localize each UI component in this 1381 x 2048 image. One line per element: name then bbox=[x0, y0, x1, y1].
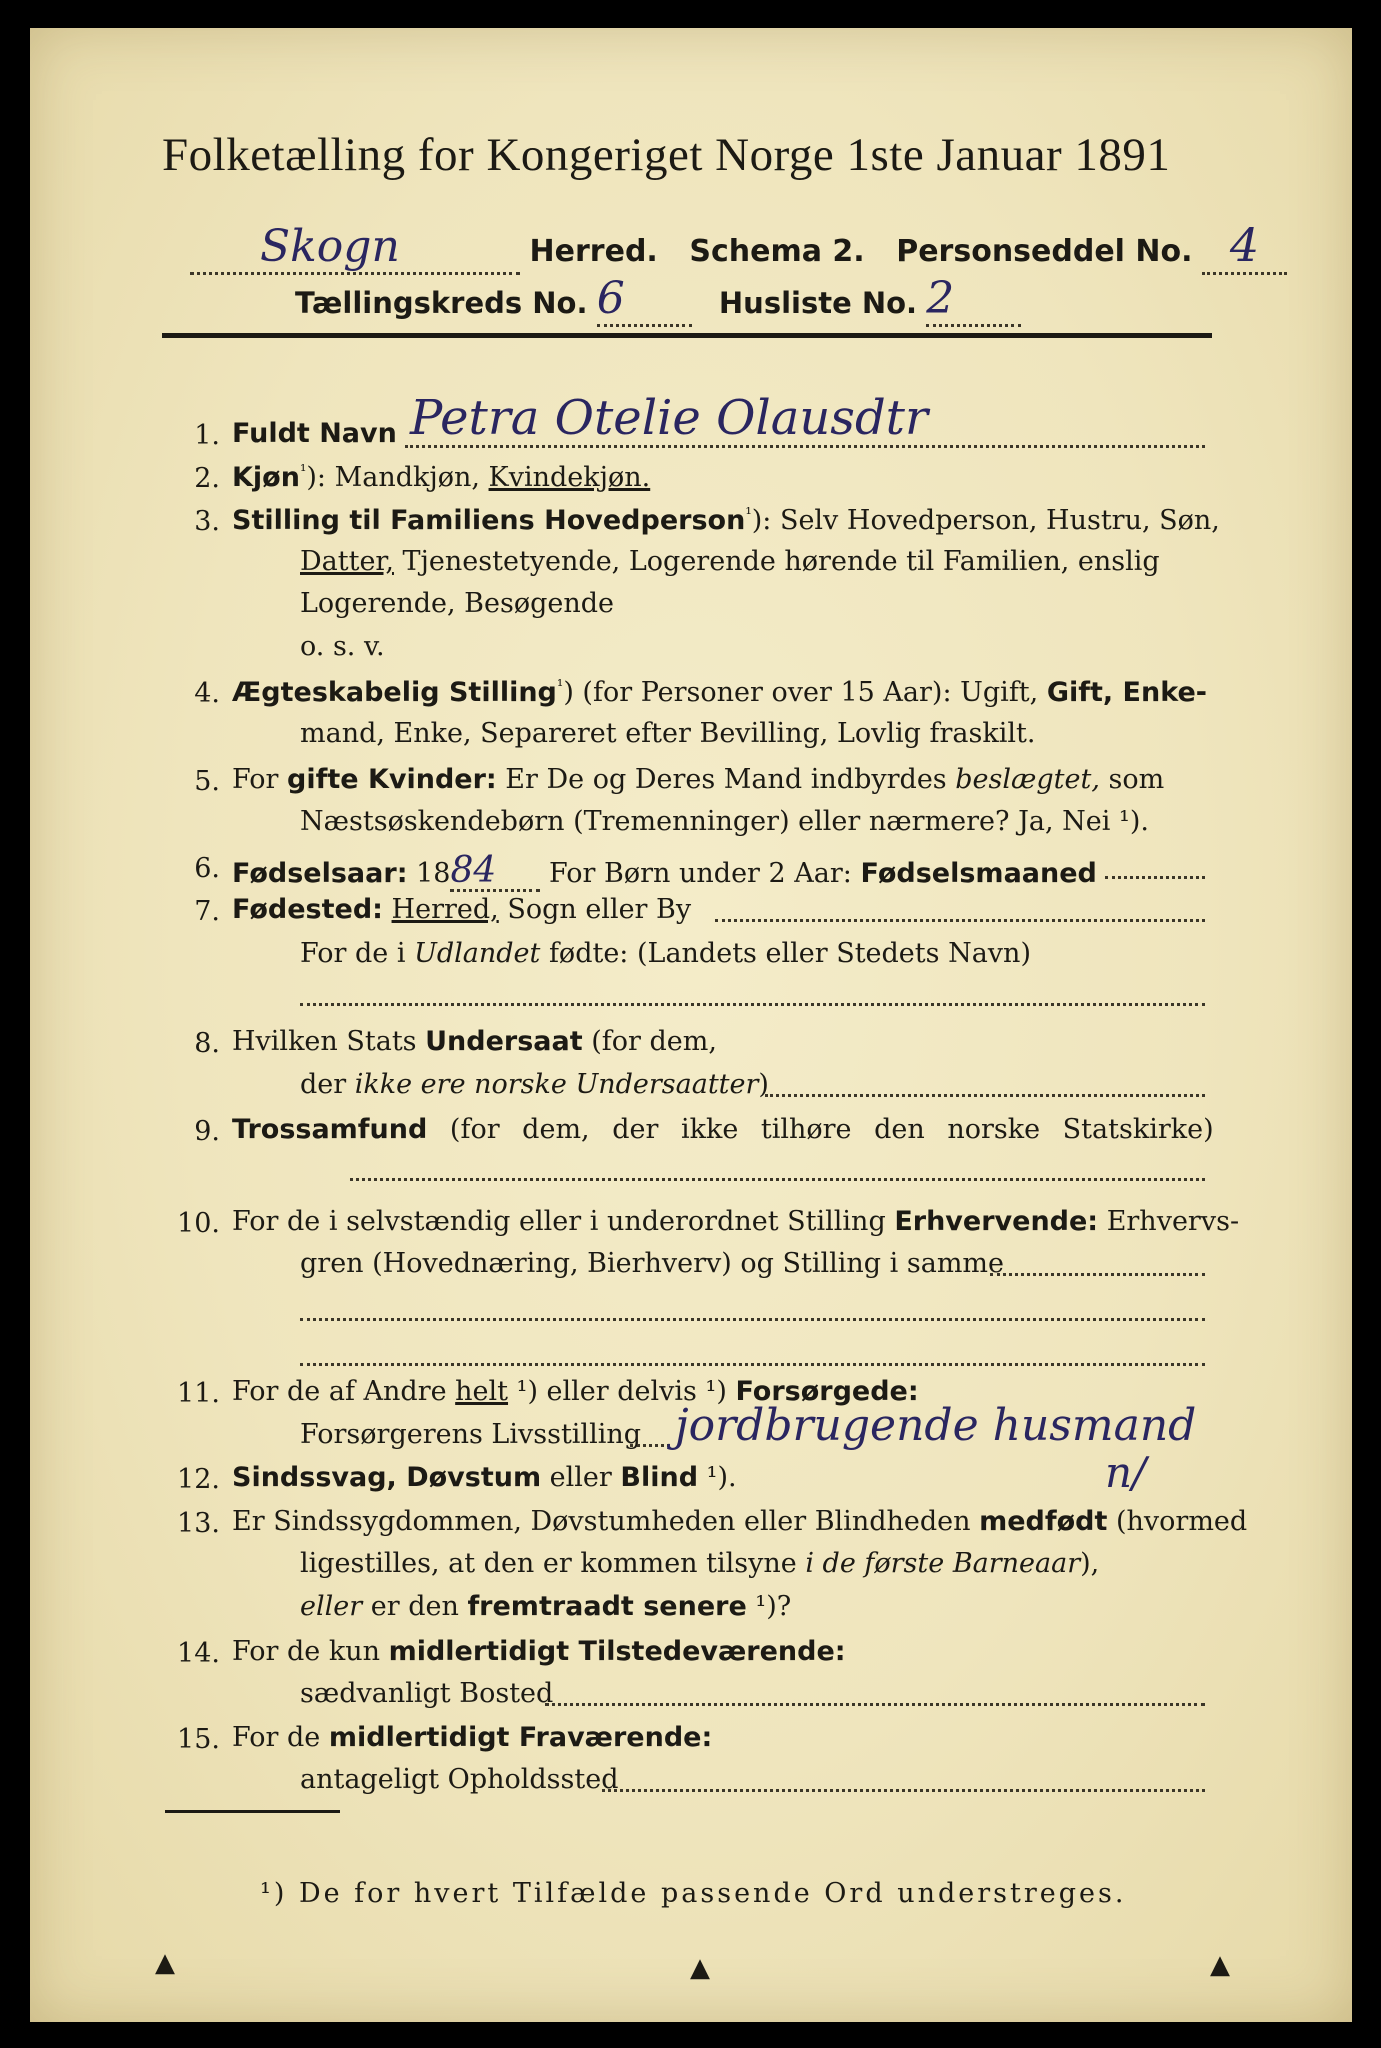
item-12-end: ¹). bbox=[698, 1462, 737, 1493]
item-11-dotted-line bbox=[630, 1444, 670, 1447]
item-13-text-3a: er den bbox=[362, 1591, 468, 1622]
item-13-text-3c: ¹)? bbox=[746, 1591, 792, 1622]
item-7-text-2a: For de i bbox=[300, 938, 415, 969]
item-13-italic: i de første Barneaar bbox=[805, 1548, 1081, 1579]
item-1-label: Fuldt Navn bbox=[232, 418, 397, 449]
item-13-text-2a: ligestilles, at den er kommen tilsyne bbox=[300, 1548, 806, 1579]
item-6-label: Fødselsaar: bbox=[232, 858, 408, 889]
item-9 bbox=[232, 1116, 1214, 1143]
item-15-pre: For de bbox=[232, 1722, 329, 1753]
item-2-number: 2. bbox=[194, 463, 220, 494]
item-8-dotted-line bbox=[765, 1094, 1205, 1097]
taellingskreds-label: Tællingskreds No. bbox=[295, 286, 588, 320]
item-13-eller: eller bbox=[300, 1591, 363, 1622]
herred-label: Herred. bbox=[529, 234, 658, 269]
item-3-number: 3. bbox=[194, 506, 220, 537]
item-4-label: Ægteskabelig Stilling bbox=[232, 677, 557, 708]
item-13-text-1: Er Sindssygdommen, Døvstumheden eller Blindheden bbox=[232, 1506, 980, 1537]
item-6-year-prefix: 18 bbox=[407, 858, 451, 889]
item-4-gift: Gift, bbox=[1046, 677, 1114, 708]
item-7-dotted-line-1 bbox=[715, 919, 1205, 922]
item-12-label: Sindssvag, Døvstum bbox=[232, 1462, 542, 1493]
item-13-label-2: fremtraadt senere bbox=[467, 1591, 747, 1622]
item-4-number: 4. bbox=[194, 678, 220, 709]
item-13-text-2b: ), bbox=[1080, 1548, 1100, 1579]
item-10-dotted-line-1 bbox=[990, 1273, 1205, 1276]
item-7-underlined: Herred, bbox=[391, 894, 499, 925]
item-8-line-1 bbox=[232, 1028, 717, 1055]
item-7-line-1 bbox=[232, 896, 691, 923]
item-9-text: (for dem, der ikke tilhøre den norske Statskirke) bbox=[427, 1114, 1214, 1145]
item-9-dotted-line bbox=[350, 1178, 1205, 1181]
item-15-label: midlertidigt Fraværende: bbox=[328, 1722, 713, 1753]
corner-mark-center: ▲ bbox=[690, 1953, 710, 1983]
item-3-line-3: Logerende, Besøgende bbox=[300, 588, 614, 619]
item-3-line-4: o. s. v. bbox=[300, 631, 385, 662]
taellingskreds-line bbox=[295, 273, 1021, 327]
item-5-text-1: Er De og Deres Mand indbyrdes bbox=[496, 764, 956, 795]
corner-mark-left: ▲ bbox=[155, 1948, 175, 1978]
item-5-line-1 bbox=[232, 766, 1164, 793]
item-8-text-2b: ) bbox=[758, 1069, 769, 1100]
item-8-line-2 bbox=[300, 1071, 769, 1098]
item-5-line-2: Næstsøskendebørn (Tremenninger) eller nærmere? Ja, Nei ¹). bbox=[300, 806, 1149, 837]
herred-line bbox=[190, 218, 1287, 275]
item-13-number: 13. bbox=[177, 1508, 220, 1539]
item-8-text: (for dem, bbox=[582, 1026, 717, 1057]
item-4-enke: Enke- bbox=[1113, 677, 1207, 708]
item-3-line-1: Stilling til Familiens Hovedperson$^{^1}$): Selv Hovedperson, Hustru, Søn, bbox=[232, 504, 1220, 536]
husliste-value: 2 bbox=[926, 273, 1021, 327]
item-12-label-2: Blind bbox=[620, 1462, 699, 1493]
item-5-italic: beslægtet, bbox=[955, 764, 1100, 795]
item-13-line-3 bbox=[300, 1593, 791, 1620]
item-4-line-2: mand, Enke, Separeret efter Bevilling, Lovlig fraskilt. bbox=[300, 718, 1036, 749]
item-3-text-2: Tjenestetyende, Logerende hørende til Familien, enslig bbox=[393, 546, 1160, 577]
item-5-number: 5. bbox=[194, 766, 220, 797]
item-10-pre: For de i selvstændig eller i underordnet Stilling bbox=[232, 1206, 895, 1237]
item-5-label: gifte Kvinder: bbox=[287, 764, 497, 795]
item-3-text-1: ): Selv Hovedperson, Hustru, Søn, bbox=[751, 505, 1220, 536]
item-15-line-1 bbox=[232, 1724, 712, 1751]
item-7-text: Sogn eller By bbox=[498, 894, 692, 925]
item-8-text-2a: der bbox=[300, 1069, 355, 1100]
item-6-dotted-line bbox=[1105, 876, 1205, 879]
item-1-number: 1. bbox=[194, 420, 220, 451]
item-13-end: (hvormed bbox=[1107, 1506, 1248, 1537]
item-12-text: eller bbox=[541, 1462, 621, 1493]
item-5-pre: For bbox=[232, 764, 288, 795]
item-11-label: Forsørgede: bbox=[735, 1376, 919, 1407]
schema-label: Schema 2. bbox=[689, 234, 865, 269]
item-13-line-1 bbox=[232, 1508, 1247, 1535]
item-3-label: Stilling til Familiens Hovedperson bbox=[232, 505, 746, 536]
item-15-dotted-line bbox=[602, 1789, 1205, 1792]
item-10-dotted-line-2 bbox=[300, 1318, 1205, 1321]
item-2 bbox=[232, 463, 650, 491]
item-6 bbox=[232, 850, 1097, 892]
item-8-italic: ikke ere norske Undersaatter bbox=[354, 1069, 759, 1100]
item-11-value: jordbrugende husmand bbox=[675, 1400, 1197, 1451]
item-15-number: 15. bbox=[177, 1724, 220, 1755]
item-14-number: 14. bbox=[177, 1638, 220, 1669]
item-5-end: som bbox=[1099, 764, 1165, 795]
item-10-line-1 bbox=[232, 1208, 1239, 1235]
item-10-line-2: gren (Hovednæring, Bierhverv) og Stilling i samme bbox=[300, 1248, 1005, 1279]
item-3-underlined: Datter, bbox=[300, 546, 394, 577]
personseddel-label: Personseddel No. bbox=[896, 234, 1193, 269]
item-1-value: Petra Otelie Olausdtr bbox=[410, 390, 928, 446]
item-6-year-value: 84 bbox=[450, 853, 540, 892]
item-10-label: Erhvervende: bbox=[894, 1206, 1099, 1237]
item-6-label-2: Fødselsmaaned bbox=[860, 858, 1097, 889]
item-7-text-2b: fødte: (Landets eller Stedets Navn) bbox=[540, 938, 1031, 969]
taellingskreds-value: 6 bbox=[597, 273, 692, 327]
item-8-number: 8. bbox=[194, 1028, 220, 1059]
item-13-label: medfødt bbox=[979, 1506, 1108, 1537]
herred-value: Skogn bbox=[190, 221, 520, 275]
husliste-label: Husliste No. bbox=[718, 286, 918, 320]
item-14-line-2: sædvanligt Bosted bbox=[300, 1678, 554, 1709]
item-9-number: 9. bbox=[194, 1116, 220, 1147]
footnote: ¹) De for hvert Tilfælde passende Ord understreges. bbox=[260, 1878, 1127, 1909]
item-9-label: Trossamfund bbox=[232, 1114, 428, 1145]
item-10-number: 10. bbox=[177, 1208, 220, 1239]
item-15-line-2: antageligt Opholdssted bbox=[300, 1764, 619, 1795]
form-title: Folketælling for Kongeriget Norge 1ste Januar 1891 bbox=[162, 129, 1171, 181]
item-10-dotted-line-3 bbox=[300, 1363, 1205, 1366]
item-14-line-1 bbox=[232, 1638, 846, 1665]
item-11-number: 11. bbox=[177, 1378, 220, 1409]
item-14-pre: For de kun bbox=[232, 1636, 389, 1667]
item-2-footnote-mark: ¹ bbox=[299, 461, 307, 480]
item-2-text: ): Mandkjøn, bbox=[306, 462, 489, 493]
item-7-line-2 bbox=[300, 940, 1031, 967]
item-1 bbox=[232, 420, 397, 447]
item-4-text-1: ) (for Personer over 15 Aar): Ugift, bbox=[563, 677, 1047, 708]
personseddel-value: 4 bbox=[1202, 218, 1287, 275]
item-6-number: 6. bbox=[194, 853, 220, 884]
corner-mark-right: ▲ bbox=[1210, 1950, 1230, 1980]
item-2-label: Kjøn bbox=[232, 462, 300, 493]
item-6-text: For Børn under 2 Aar: bbox=[540, 858, 861, 889]
item-12-handwritten-mark: n/ bbox=[1105, 1448, 1147, 1497]
item-8-pre: Hvilken Stats bbox=[232, 1026, 426, 1057]
item-12 bbox=[232, 1464, 737, 1491]
item-14-dotted-line bbox=[545, 1703, 1205, 1706]
item-1-dotted-line bbox=[405, 445, 1205, 448]
item-7-label: Fødested: bbox=[232, 894, 383, 925]
item-7-italic: Udlandet bbox=[414, 938, 541, 969]
footnote-rule bbox=[165, 1810, 340, 1813]
item-11-pre: For de af Andre bbox=[232, 1376, 456, 1407]
item-13-line-2 bbox=[300, 1550, 1099, 1577]
item-11-line-2: Forsørgerens Livsstilling bbox=[300, 1419, 642, 1450]
item-4-line-1: Ægteskabelig Stilling$^{^1}$) (for Personer over 15 Aar): Ugift, Gift, Enke- bbox=[232, 676, 1207, 708]
item-10-end: Erhvervs- bbox=[1098, 1206, 1240, 1237]
item-8-label: Undersaat bbox=[425, 1026, 583, 1057]
item-7-dotted-line-2 bbox=[300, 1003, 1205, 1006]
item-12-number: 12. bbox=[177, 1464, 220, 1495]
item-7-number: 7. bbox=[194, 896, 220, 927]
item-14-label: midlertidigt Tilstedeværende: bbox=[388, 1636, 846, 1667]
header-rule bbox=[162, 333, 1212, 338]
item-11-mid: ¹) eller delvis ¹) bbox=[508, 1376, 736, 1407]
item-11-helt: helt bbox=[455, 1376, 509, 1407]
census-form bbox=[30, 28, 1352, 2022]
item-2-underlined: Kvindekjøn. bbox=[488, 462, 651, 493]
item-3-line-2 bbox=[300, 548, 1160, 575]
